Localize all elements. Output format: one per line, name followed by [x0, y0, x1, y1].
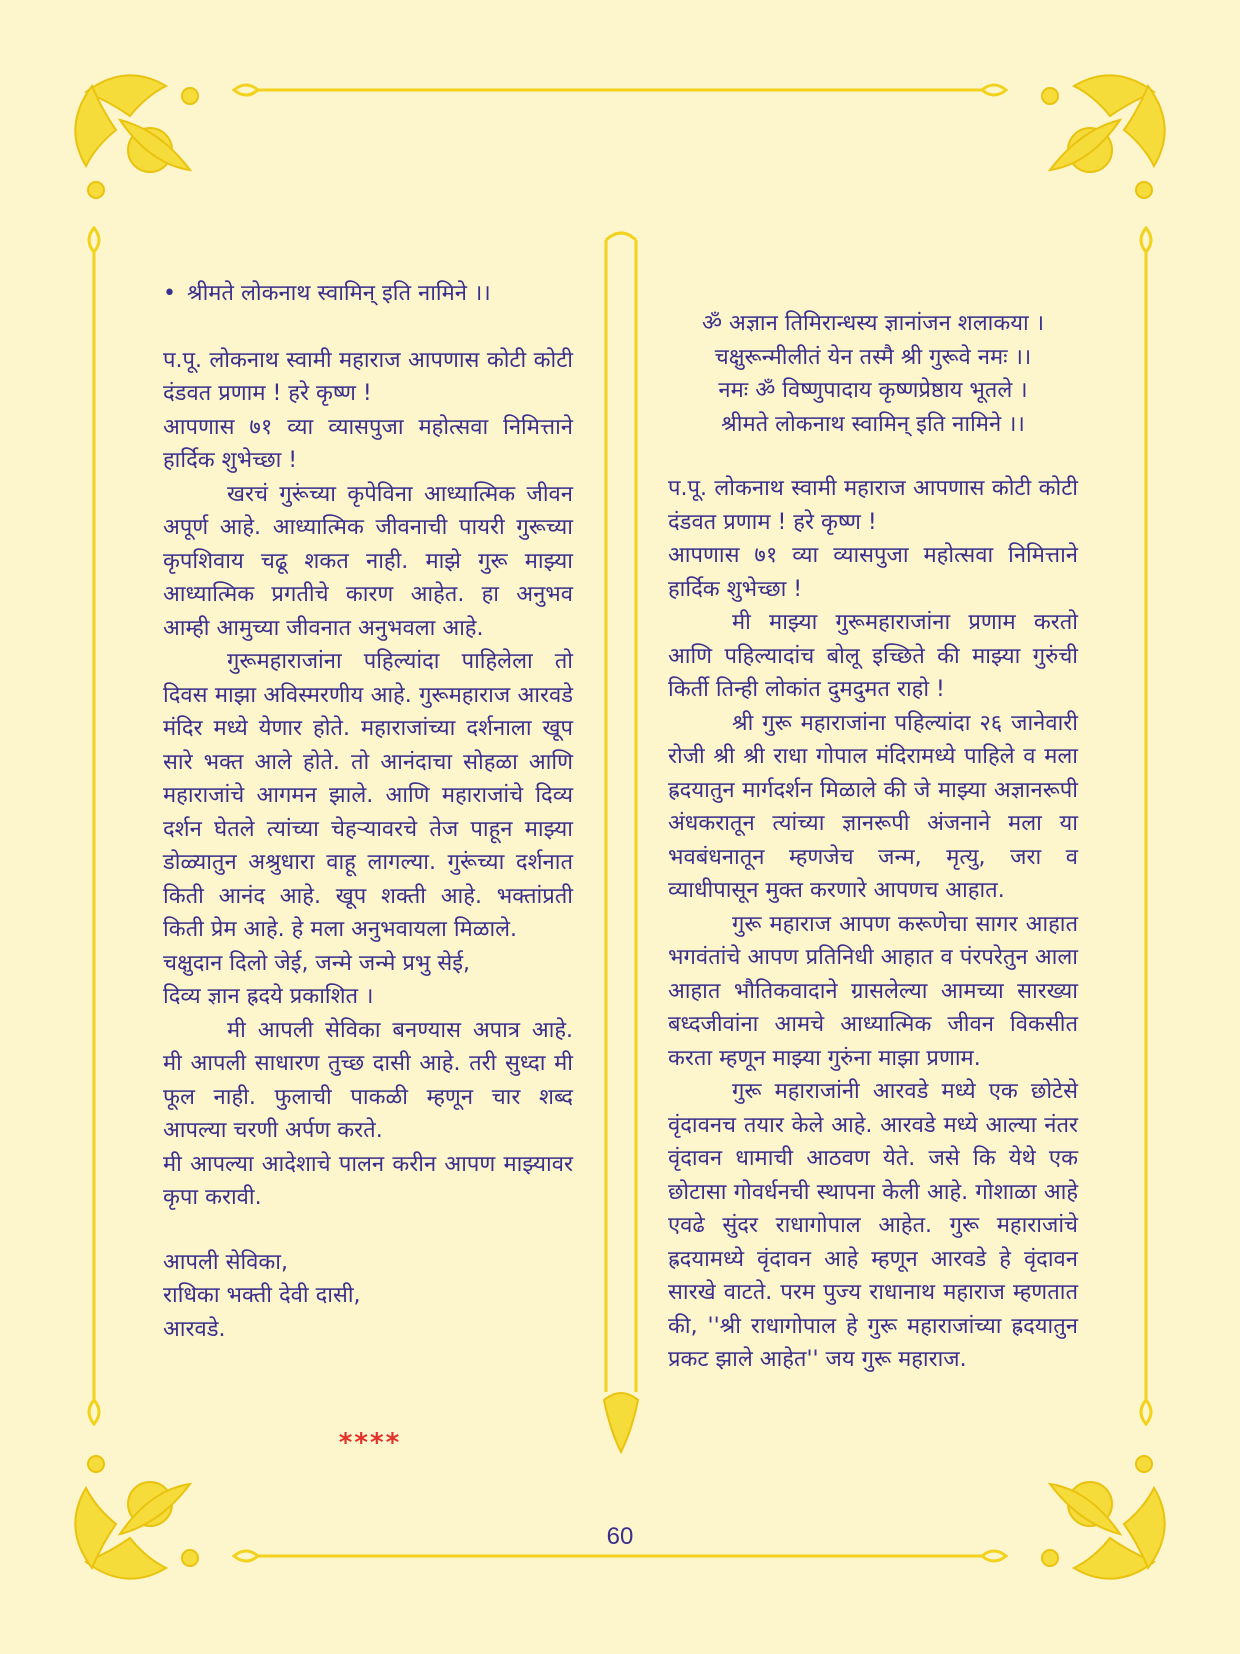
shloka-line: श्रीमते लोकनाथ स्वामिन् इति नामिने ।। — [721, 411, 1025, 437]
bullet-icon: • — [163, 281, 176, 306]
corner-ornament-top-left-icon — [75, 75, 198, 198]
corner-ornament-bottom-left-icon — [75, 1456, 198, 1579]
signature-line: आरवडे. — [163, 1316, 226, 1342]
paragraph: मी आपली सेविका बनण्यास अपात्र आहे. मी आपली साधारण तुच्छ दासी आहे. तरी सुध्दा मी फूल नाही. फुलाची पाकळी म्हणून चार शब्द आपल्या चरणी अर्पण करते. — [163, 1017, 573, 1143]
bullet-line — [163, 277, 573, 311]
left-column — [163, 277, 573, 1346]
paragraph: गुरू महाराजांनी आरवडे मध्ये एक छोटेसे वृंदावनच तयार केले आहे. आरवडे मध्ये आल्या नंतर वृंदावन धामाची आठवण येते. जसे कि येथे एक छोटासा गोवर्धनची स्थापना केली आहे. गोशाळा आहे एवढे सुंदर राधागोपाल आहेत. गुरू महाराजांचे ह्रदयामध्ये वृंदावन आहे म्हणून आरवडे हे वृंदावन सारखे वाटते. परम पुज्य राधानाथ महाराज म्हणतात की, ''श्री राधागोपाल हे गुरू महाराजांच्या ह्रदयातुन प्रकट झाले आहेत'' जय गुरू महाराज. — [668, 1079, 1078, 1372]
greeting: आपणास ७१ व्या व्यासपुजा महोत्सवा निमित्ताने हार्दिक शुभेच्छा ! — [163, 414, 573, 473]
shloka-line: नमः ॐ विष्णुपादाय कृष्णप्रेष्ठाय भूतले । — [718, 378, 1028, 403]
salutation: प.पू. लोकनाथ स्वामी महाराज आपणास कोटी कोटी दंडवत प्रणाम ! हरे कृष्ण ! — [163, 347, 573, 406]
paragraph: गुरू महाराज आपण करूणेचा सागर आहात भगवंतांचे आपण प्रतिनिधी आहात व पंरपरेतुन आला आहात भौतिकवादाने ग्रासलेल्या आमच्या सारख्या बध्दजीवांना आमचे आध्यात्मिक जीवन विकसीत करता म्हणून माझ्या गुरुंना माझा प्रणाम. — [668, 911, 1078, 1071]
bullet-text: श्रीमते लोकनाथ स्वामिन् इति नामिने ।। — [187, 281, 491, 306]
shloka-line: ॐ अज्ञान तिमिरान्धस्य ज्ञानांजन शलाकया । — [701, 311, 1045, 336]
paragraph: गुरूमहाराजांना पहिल्यांदा पाहिलेला तो दिवस माझा अविस्मरणीय आहे. गुरूमहाराज आरवडे मंदिर मध्ये येणार होते. महाराजांच्या दर्शनाला खूप सारे भक्त आले होते. तो आनंदाचा सोहळा आणि महाराजांचे आगमन झाले. आणि महाराजांचे दिव्य दर्शन घेतले त्यांच्या चेहऱ्यावरचे तेज पाहून माझ्या डोळ्यातुन अश्रुधारा वाहू लागल्या. गुरूंच्या दर्शनात किती आनंद आहे. खूप शक्ती आहे. भक्तांप्रती किती प्रेम आहे. हे मला अनुभवायला मिळाले. — [163, 649, 573, 942]
paragraph: मी माझ्या गुरूमहाराजांना प्रणाम करतो आणि पहिल्यादांच बोलू इच्छिते की माझ्या गुरुंची किर्ती तिन्ही लोकांत दुमदुमत राहो ! — [668, 610, 1078, 702]
salutation: प.पू. लोकनाथ स्वामी महाराज आपणास कोटी कोटी दंडवत प्रणाम ! हरे कृष्ण ! — [668, 476, 1078, 535]
signature-line: आपली सेविका, — [163, 1249, 288, 1275]
verse-line: चक्षुदान दिलो जेई, जन्मे जन्मे प्रभु सेई, — [163, 950, 471, 976]
paragraph: श्री गुरू महाराजांना पहिल्यांदा २६ जानेवारी रोजी श्री श्री राधा गोपाल मंदिरामध्ये पाहिले व मला ह्रदयातुन मार्गदर्शन मिळाले की जे माझ्या अज्ञानरूपी अंधकरातून त्यांच्या ज्ञानरूपी अंजनाने मला या भवबंधनातून म्हणजेच जन्म, मृत्यु, जरा व व्याधीपासून मुक्त करणारे आपणच आहात. — [668, 710, 1078, 903]
stars-separator: **** — [338, 1428, 402, 1458]
paragraph: खरचं गुरूंच्या कृपेविना आध्यात्मिक जीवन अपूर्ण आहे. आध्यात्मिक जीवनाची पायरी गुरूच्या कृपशिवाय चढू शकत नाही. माझे गुरू माझ्या आध्यात्मिक प्रगतीचे कारण आहेत. हा अनुभव आम्ही आमुच्या जीवनात अनुभवला आहे. — [163, 481, 573, 641]
corner-ornament-top-right-icon — [1042, 75, 1165, 198]
shloka-line: चक्षुरून्मीलीतं येन तस्मै श्री गुरूवे नमः ।। — [714, 344, 1032, 370]
page-number: 60 — [606, 1523, 634, 1550]
corner-ornament-bottom-right-icon — [1042, 1456, 1165, 1579]
right-column — [668, 307, 1078, 1377]
signature-line: राधिका भक्ती देवी दासी, — [163, 1283, 361, 1308]
center-divider-icon — [604, 233, 638, 1452]
greeting: आपणास ७१ व्या व्यासपुजा महोत्सवा निमित्ताने हार्दिक शुभेच्छा ! — [668, 543, 1078, 602]
verse-line: दिव्य ज्ञान ह्रदये प्रकाशित । — [163, 984, 374, 1009]
paragraph: मी आपल्या आदेशाचे पालन करीन आपण माझ्यावर कृपा करावी. — [163, 1151, 573, 1210]
